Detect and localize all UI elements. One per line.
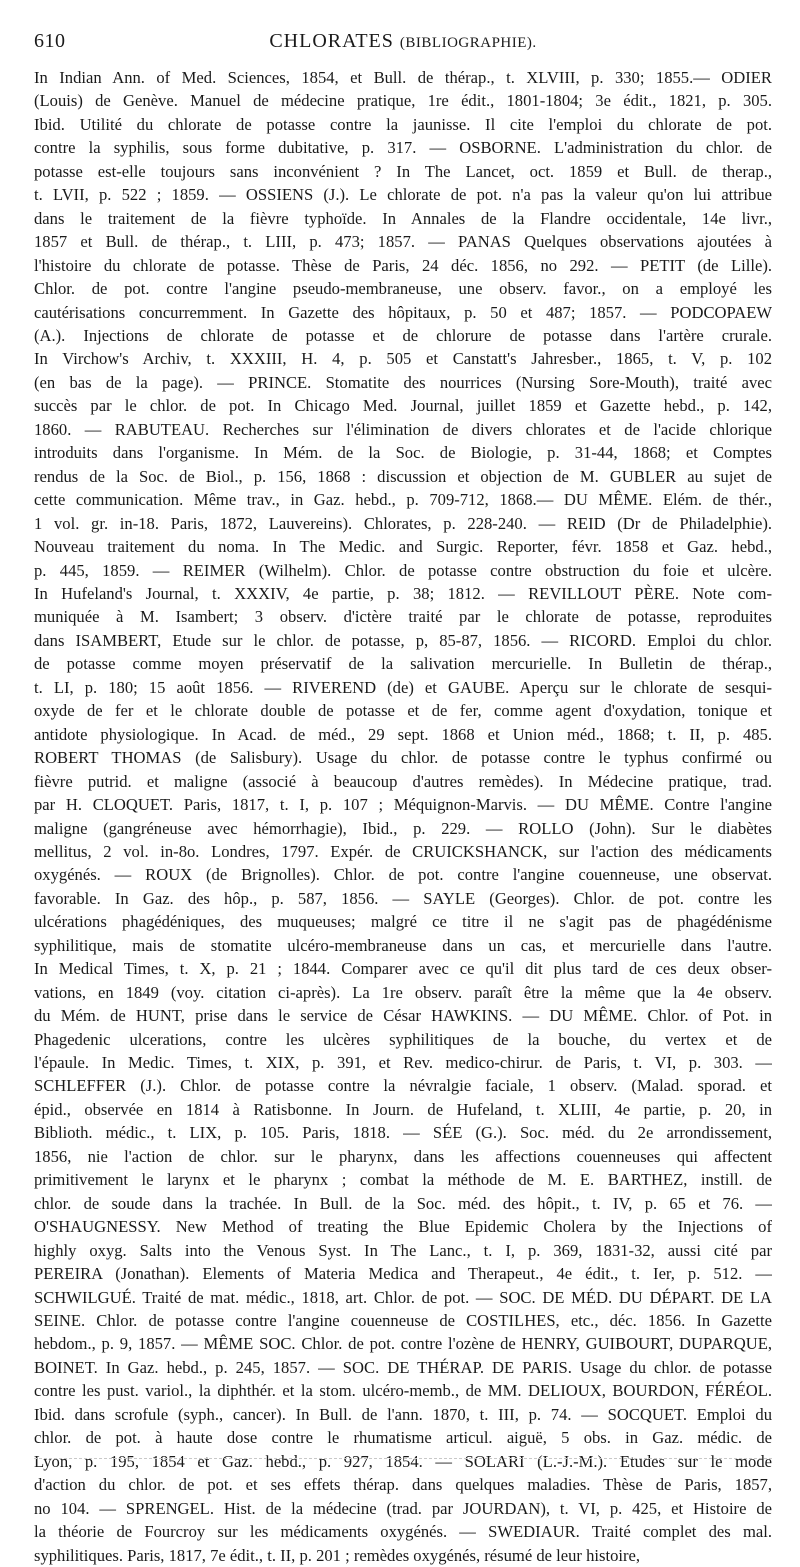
text-line: de potasse comme moyen préservatif de la salivation mercurielle. In Bulletin de thérap., bbox=[34, 654, 772, 674]
text-line: par H. CLOQUET. Paris, 1817, t. I, p. 107 ; Méquignon-Marvis. — DU MÊME. Contre l'angine bbox=[34, 795, 772, 815]
text-line: chlor. de pot. à haute dose contre le rhumatisme articul. aiguë, 5 obs. in Gaz. médic. de bbox=[34, 1428, 772, 1448]
text-line: syphilitique, mais de stomatite ulcéro-membraneuse dans un cas, et mercurielle dans l'autre. bbox=[34, 935, 772, 955]
text-line: contre la syphilis, sous forme dubitative, p. 317. — OSBORNE. L'administration du chlor. de bbox=[34, 138, 772, 158]
text-line: l'épaule. In Medic. Times, t. XIX, p. 391, et Rev. medico-chirur. de Paris, t. VI, p. 303. — bbox=[34, 1053, 772, 1073]
text-line: no 104. — SPRENGEL. Hist. de la médecine (trad. par JOURDAN), t. VI, p. 425, et Histoire de bbox=[34, 1498, 772, 1518]
text-line: mellitus, 2 vol. in-8o. Londres, 1797. Expér. de CRUICKSHANCK, sur l'action des médicaments bbox=[34, 841, 772, 861]
bottom-rule bbox=[34, 1458, 772, 1460]
text-line: ROBERT THOMAS (de Salisbury). Usage du chlor. de potasse contre le typhus confirmé ou bbox=[34, 748, 772, 768]
text-line: hebdom., p. 9, 1857. — MÊME SOC. Chlor. de pot. contre l'ozène de HENRY, GUIBOURT, DUPARQUE, bbox=[34, 1334, 772, 1354]
text-line: Nouveau traitement du noma. In The Medic. and Surgic. Reporter, févr. 1858 et Gaz. hebd., bbox=[34, 537, 772, 557]
text-line: SEINE. Chlor. de potasse contre l'angine couenneuse de COSTILHES, etc., déc. 1856. In Gazette bbox=[34, 1311, 772, 1331]
text-line: 1 vol. gr. in-18. Paris, 1872, Lauvereins). Chlorates, p. 228-240. — REID (Dr de Philadelphie). bbox=[34, 513, 772, 533]
text-line: ulcérations phagédéniques, des muqueuses; malgré ce titre il ne s'agit pas de phagédénisme bbox=[34, 912, 772, 932]
text-line: t. LVII, p. 522 ; 1859. — OSSIENS (J.). Le chlorate de pot. n'a pas la valeur qu'on lui attribue bbox=[34, 185, 772, 205]
text-line: 1860. — RABUTEAU. Recherches sur l'élimination de divers chlorates et de l'acide chlorique bbox=[34, 419, 772, 439]
text-line: épid., observée en 1814 à Ratisbonne. In Journ. de Hufeland, t. XLIII, 4e partie, p. 20, in bbox=[34, 1099, 772, 1119]
text-line: t. LI, p. 180; 15 août 1856. — RIVEREND (de) et GAUBE. Aperçu sur le chlorate de sesqui- bbox=[34, 677, 772, 697]
text-line: muniquée à M. Isambert; 3 observ. d'ictère traité par le chlorate de potasse, reproduites bbox=[34, 607, 772, 627]
text-line: Chlor. de pot. contre l'angine pseudo-membraneuse, une observ. favor., on a employé les bbox=[34, 279, 772, 299]
text-line: cette communication. Même trav., in Gaz. hebd., p. 709-712, 1868.— DU MÊME. Elém. de thér., bbox=[34, 490, 772, 510]
text-line: favorable. In Gaz. des hôp., p. 587, 1856. — SAYLE (Georges). Chlor. de pot. contre les bbox=[34, 888, 772, 908]
text-line: oxygénés. — ROUX (de Brignolles). Chlor. de pot. contre l'angine couenneuse, une observat. bbox=[34, 865, 772, 885]
text-line: antidote physiologique. In Acad. de méd., 29 sept. 1868 et Union méd., 1868; t. II, p. 485. bbox=[34, 724, 772, 744]
text-line: maligne (gangréneuse avec hémorrhagie), Ibid., p. 229. — ROLLO (John). Sur le diabètes bbox=[34, 818, 772, 838]
text-line: highly oxyg. Salts into the Venous Syst. In The Lanc., t. I, p. 369, 1831-32, aussi cité par bbox=[34, 1240, 772, 1260]
text-line: l'histoire du chlorate de potasse. Thèse de Paris, 24 déc. 1856, no 292. — PETIT (de Lille). bbox=[34, 255, 772, 275]
bibliography-text bbox=[34, 66, 772, 1567]
text-line: (en bas de la page). — PRINCE. Stomatite des nourrices (Nursing Sore-Mouth), traité avec bbox=[34, 372, 772, 392]
text-line: dans le traitement de la fièvre typhoïde. In Annales de la Flandre occidentale, 14e livr., bbox=[34, 208, 772, 228]
text-line: (Louis) de Genève. Manuel de médecine pratique, 1re édit., 1801-1804; 3e édit., 1821, p. 305. bbox=[34, 91, 772, 111]
text-line: dans ISAMBERT, Etude sur le chlor. de potasse, p, 85-87, 1856. — RICORD. Emploi du chlor. bbox=[34, 630, 772, 650]
text-line: fièvre putrid. et maligne (associé à beaucoup d'autres remèdes). In Médecine pratique, trad. bbox=[34, 771, 772, 791]
text-line: 1857 et Bull. de thérap., t. LIII, p. 473; 1857. — PANAS Quelques observations ajoutées à bbox=[34, 232, 772, 252]
text-line: In Medical Times, t. X, p. 21 ; 1844. Comparer avec ce qu'il dit plus tard de ces deux obser- bbox=[34, 959, 772, 979]
text-line: primitivement le larynx et le pharynx ; combat la méthode de M. E. BARTHEZ, instill. de bbox=[34, 1170, 772, 1190]
text-line: potasse est-elle toujours sans inconvénient ? In The Lancet, oct. 1859 et Bull. de therap., bbox=[34, 161, 772, 181]
text-line: rendus de la Soc. de Biol., p. 156, 1868 : discussion et objection de M. GUBLER au sujet de bbox=[34, 466, 772, 486]
text-line: oxyde de fer et le chlorate double de potasse et de fer, comme agent d'oxydation, tonique et bbox=[34, 701, 772, 721]
text-line: Lyon, p. 195, 1854 et Gaz. hebd., p. 927, 1854. — SOLARI (L.-J.-M.). Etudes sur le mode bbox=[34, 1451, 772, 1471]
text-line: Ibid. dans scrofule (syph., cancer). In Bull. de l'ann. 1870, t. III, p. 74. — SOCQUET. Emploi du bbox=[34, 1404, 772, 1424]
running-title-subtitle: (BIBLIOGRAPHIE). bbox=[399, 35, 537, 51]
text-line: BOINET. In Gaz. hebd., p. 245, 1857. — SOC. DE THÉRAP. DE PARIS. Usage du chlor. de potasse bbox=[34, 1357, 772, 1377]
text-line: In Indian Ann. of Med. Sciences, 1854, et Bull. de thérap., t. XLVIII, p. 330; 1855.— ODIER bbox=[34, 68, 772, 87]
text-line: contre les pust. variol., la diphthér. et la stom. ulcéro-memb., de MM. DELIOUX, BOURDON, FÉRÉOL. bbox=[34, 1381, 772, 1401]
text-line: Biblioth. médic., t. LIX, p. 105. Paris, 1818. — SÉE (G.). Soc. méd. du 2e arrondissement, bbox=[34, 1123, 772, 1143]
page-header bbox=[34, 30, 772, 60]
text-line: In Hufeland's Journal, t. XXXIV, 4e partie, p. 38; 1812. — REVILLOUT PÈRE. Note com- bbox=[34, 583, 772, 603]
text-line: PEREIRA (Jonathan). Elements of Materia Medica and Therapeut., 4e édit., t. Ier, p. 512. — bbox=[34, 1264, 772, 1284]
text-line: In Virchow's Archiv, t. XXXIII, H. 4, p. 505 et Canstatt's Jahresber., 1865, t. V, p. 102 bbox=[34, 349, 772, 369]
text-line: Phagedenic ulcerations, contre les ulcères syphilitiques de la bouche, du vertex et de bbox=[34, 1029, 772, 1049]
text-line: p. 445, 1859. — REIMER (Wilhelm). Chlor. de potasse contre obstruction du foie et ulcère. bbox=[34, 560, 772, 580]
text-line: Ibid. Utilité du chlorate de potasse contre la jaunisse. Il cite l'emploi du chlorate de pot. bbox=[34, 114, 772, 134]
text-line: SCHLEFFER (J.). Chlor. de potasse contre la névralgie faciale, 1 observ. (Malad. sporad. et bbox=[34, 1076, 772, 1096]
running-title bbox=[34, 30, 772, 53]
text-line: vations, en 1849 (voy. citation ci-après). La 1re observ. paraît être la même que la 4e observ. bbox=[34, 982, 772, 1002]
text-line: introduits dans l'organisme. In Mém. de la Soc. de Biologie, p. 31-44, 1868; et Comptes bbox=[34, 443, 772, 463]
text-line: cautérisations concurremment. In Gazette des hôpitaux, p. 50 et 487; 1857. — PODCOPAEW bbox=[34, 302, 772, 322]
text-line: O'SHAUGNESSY. New Method of treating the Blue Epidemic Cholera by the Injections of bbox=[34, 1217, 772, 1237]
text-line: SCHWILGUÉ. Traité de mat. médic., 1818, art. Chlor. de pot. — SOC. DE MÉD. DU DÉPART. DE LA bbox=[34, 1287, 772, 1307]
text-line: syphilitiques. Paris, 1817, 7e édit., t. II, p. 201 ; remèdes oxygénés, résumé de leur histoire, bbox=[34, 1545, 641, 1565]
text-line: d'action du chlor. de pot. et ses effets thérap. dans quelques maladies. Thèse de Paris, 1857, bbox=[34, 1475, 772, 1495]
text-line: 1856, nie l'action de chlor. sur le pharynx, dans les affections couenneuses qui affectent bbox=[34, 1146, 772, 1166]
running-title-main: CHLORATES bbox=[269, 30, 394, 52]
text-line: (A.). Injections de chlorate de potasse et de chlorure de potasse dans l'artère crurale. bbox=[34, 325, 772, 345]
text-line: la théorie de Fourcroy sur les médicaments oxygénés. — SWEDIAUR. Traité complet des mal. bbox=[34, 1522, 772, 1542]
document-page bbox=[34, 30, 772, 1567]
text-line: du Mém. de HUNT, prise dans le service de César HAWKINS. — DU MÊME. Chlor. of Pot. in bbox=[34, 1006, 772, 1026]
text-line: chlor. de soude dans la trachée. In Bull. de la Soc. méd. des hôpit., t. IV, p. 65 et 76. — bbox=[34, 1193, 772, 1213]
page-number: 610 bbox=[34, 30, 66, 52]
text-line: succès par le chlor. de pot. In Chicago Med. Journal, juillet 1859 et Gazette hebd., p. 142, bbox=[34, 396, 772, 416]
